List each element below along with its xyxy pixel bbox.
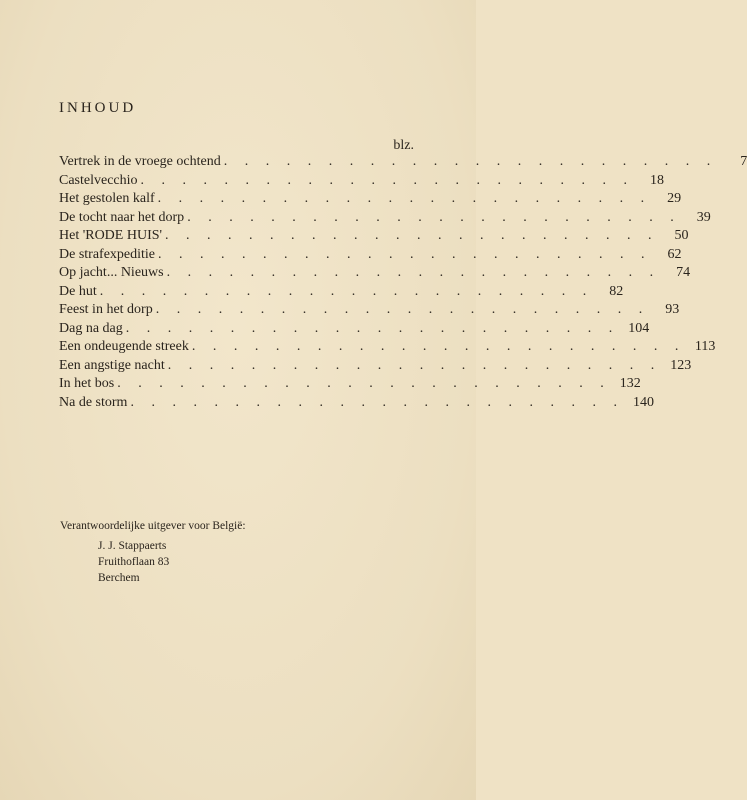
dot-leader: . . . . . . . . . . . . . . . . . . . . . . . .	[166, 265, 661, 280]
toc-page-number: 7	[740, 154, 747, 169]
toc-page-number: 82	[609, 283, 624, 299]
toc-title: Op jacht... Nieuws	[59, 265, 164, 280]
toc-title: Castelvecchio	[59, 172, 138, 188]
page-title: INHOUD	[59, 100, 137, 116]
publisher-label: Verantwoordelijke uitgever voor België:	[60, 520, 246, 532]
toc-title: De strafexpeditie	[59, 246, 156, 262]
publisher-notice	[60, 520, 246, 586]
toc-page-number: 39	[696, 209, 711, 225]
toc-page-number: 132	[619, 376, 641, 391]
table-of-contents	[59, 153, 747, 412]
dot-leader: . . . . . . . . . . . . . . . . . . . . . . . .	[191, 339, 686, 354]
toc-row	[59, 172, 665, 191]
toc-page-number: 50	[674, 228, 689, 243]
dot-leader: . . . . . . . . . . . . . . . . . . . . . . . .	[99, 283, 594, 299]
toc-title: Een ondeugende streek	[59, 339, 189, 354]
toc-row	[59, 153, 747, 172]
toc-page-number: 74	[676, 265, 691, 280]
toc-row	[59, 246, 682, 265]
toc-row	[59, 283, 624, 302]
toc-row	[59, 357, 692, 376]
toc-title: Een angstige nacht	[59, 357, 165, 373]
dot-leader: . . . . . . . . . . . . . . . . . . . . . . . .	[157, 191, 652, 206]
dot-leader: . . . . . . . . . . . . . . . . . . . . . . . .	[158, 246, 652, 262]
toc-page-number: 29	[667, 191, 682, 206]
dot-leader: . . . . . . . . . . . . . . . . . . . . . . . .	[130, 394, 624, 410]
toc-page-number: 93	[665, 302, 680, 317]
dot-leader: . . . . . . . . . . . . . . . . . . . . . . . .	[117, 376, 611, 391]
publisher-address	[98, 538, 246, 586]
toc-row	[59, 190, 682, 209]
dot-leader: . . . . . . . . . . . . . . . . . . . . . . . .	[165, 228, 659, 243]
toc-row	[59, 375, 641, 394]
toc-title: Het 'RODE HUIS'	[59, 228, 163, 243]
publisher-city: Berchem	[98, 572, 140, 584]
page-column-label: blz.	[393, 138, 414, 153]
toc-page-number: 104	[628, 320, 650, 336]
toc-row	[59, 320, 650, 339]
toc-title: De hut	[59, 283, 97, 299]
toc-page-number: 123	[670, 357, 692, 373]
dot-leader: . . . . . . . . . . . . . . . . . . . . . . . .	[155, 302, 650, 317]
toc-row	[59, 394, 654, 413]
toc-title: Vertrek in de vroege ochtend	[59, 154, 221, 169]
toc-title: De tocht naar het dorp	[59, 209, 185, 225]
toc-row	[59, 209, 711, 228]
toc-title: Dag na dag	[59, 320, 123, 336]
toc-page-number: 140	[632, 394, 654, 410]
toc-row	[59, 301, 680, 320]
toc-title: In het bos	[59, 376, 115, 391]
toc-row	[59, 338, 716, 357]
dot-leader: . . . . . . . . . . . . . . . . . . . . . . . .	[187, 209, 681, 225]
toc-row	[59, 227, 689, 246]
toc-title: Na de storm	[59, 394, 128, 410]
publisher-name: J. J. Stappaerts	[98, 540, 167, 552]
dot-leader: . . . . . . . . . . . . . . . . . . . . . . . .	[125, 320, 620, 336]
toc-title: Feest in het dorp	[59, 302, 153, 317]
toc-page-number: 113	[694, 339, 716, 354]
toc-page-number: 62	[667, 246, 682, 262]
dot-leader: . . . . . . . . . . . . . . . . . . . . . . . .	[223, 154, 718, 169]
dot-leader: . . . . . . . . . . . . . . . . . . . . . . . .	[167, 357, 662, 373]
toc-page-number: 18	[650, 172, 665, 188]
publisher-street: Fruithoflaan 83	[98, 556, 170, 568]
toc-row	[59, 264, 691, 283]
toc-title: Het gestolen kalf	[59, 191, 155, 206]
dot-leader: . . . . . . . . . . . . . . . . . . . . . . . .	[140, 172, 635, 188]
